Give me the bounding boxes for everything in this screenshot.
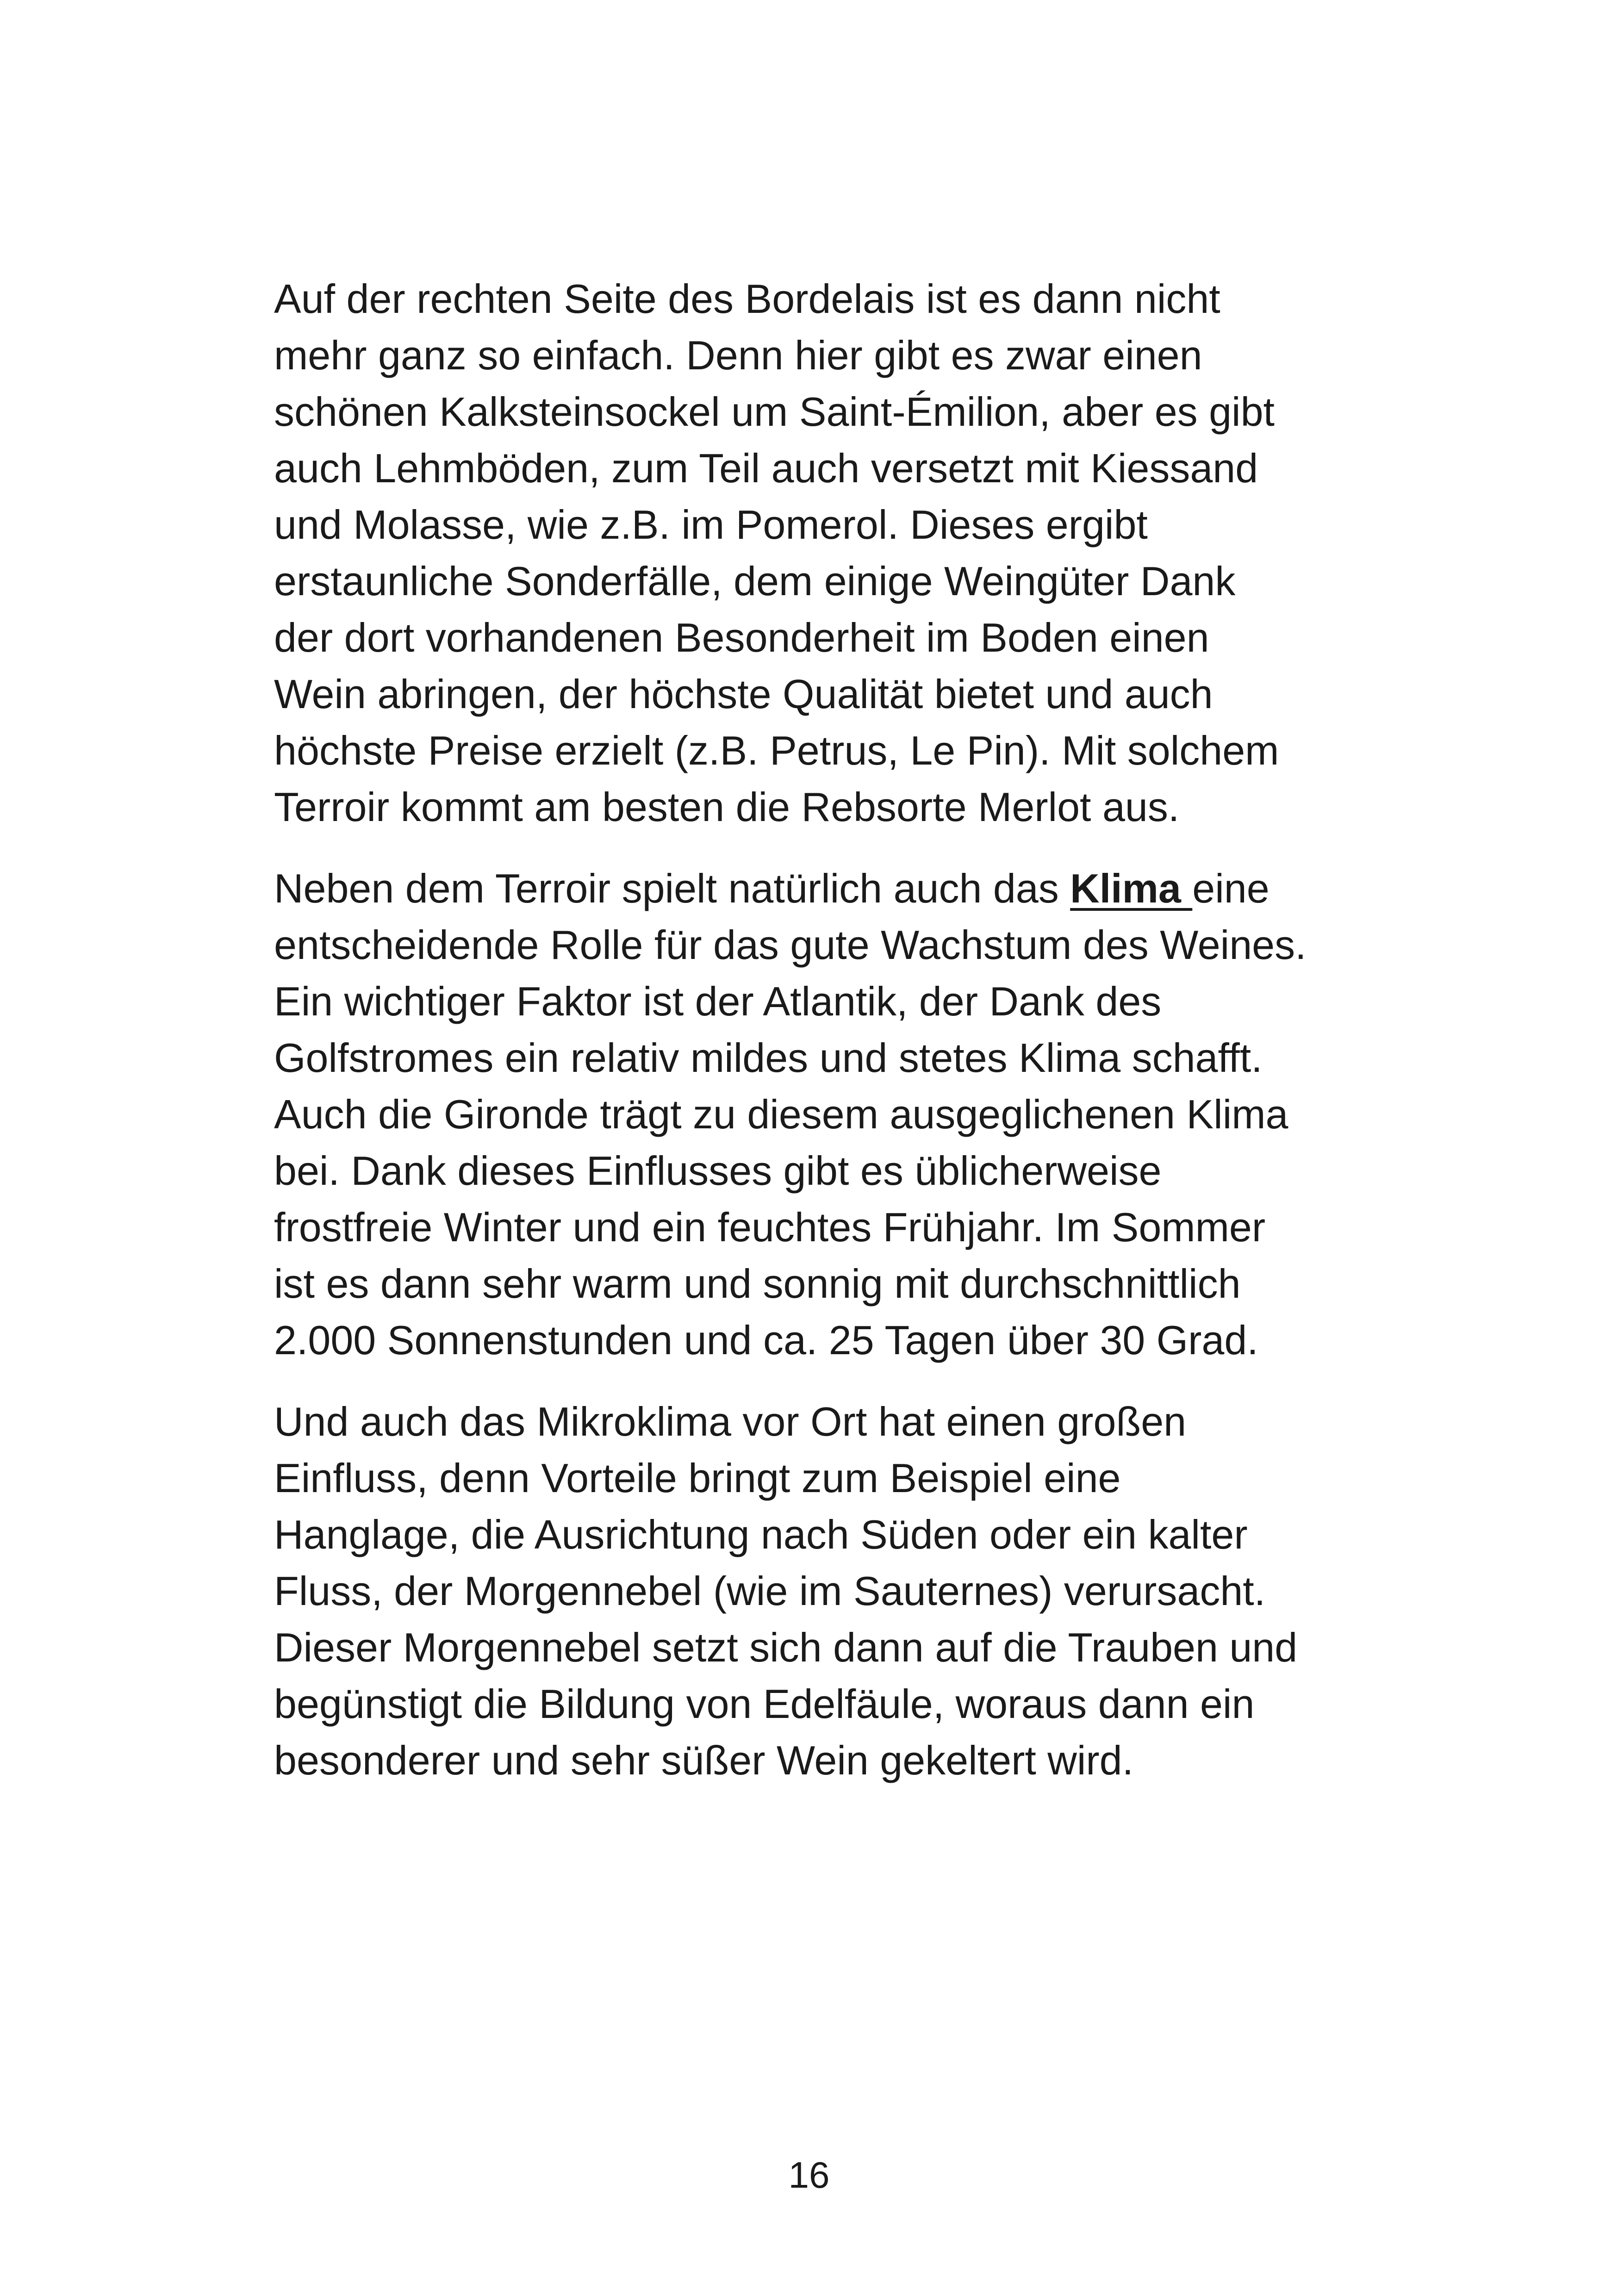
paragraph-1 [274, 271, 1399, 835]
paragraph-spacing [274, 1369, 1399, 1394]
text-line: Wein abringen, der höchste Qualität bietet und auch [274, 671, 1213, 717]
text-line: bei. Dank dieses Einflusses gibt es üblicherweise [274, 1148, 1162, 1194]
text-line: frostfreie Winter und ein feuchtes Frühjahr. Im Sommer [274, 1204, 1266, 1250]
text-line: begünstigt die Bildung von Edelfäule, woraus dann ein [274, 1681, 1255, 1727]
text-segment: eine [1192, 865, 1270, 911]
text-line: und Molasse, wie z.B. im Pomerol. Dieses ergibt [274, 502, 1148, 548]
text-line: Auch die Gironde trägt zu diesem ausgeglichenen Klima [274, 1091, 1288, 1137]
klima-link[interactable]: Klima [1070, 865, 1193, 911]
text-line: besonderer und sehr süßer Wein gekeltert wird. [274, 1737, 1134, 1783]
text-line: mehr ganz so einfach. Denn hier gibt es zwar einen [274, 332, 1202, 378]
text-body [274, 271, 1399, 1789]
text-line: der dort vorhandenen Besonderheit im Boden einen [274, 615, 1209, 660]
text-line: erstaunliche Sonderfälle, dem einige Weingüter Dank [274, 558, 1236, 604]
text-line: Fluss, der Morgennebel (wie im Sauternes) verursacht. [274, 1568, 1266, 1614]
text-line: Und auch das Mikroklima vor Ort hat einen großen [274, 1399, 1187, 1444]
text-line: Dieser Morgennebel setzt sich dann auf die Trauben und [274, 1624, 1298, 1670]
text-line: entscheidende Rolle für das gute Wachstum des Weines. [274, 922, 1307, 968]
text-line: Hanglage, die Ausrichtung nach Süden oder ein kalter [274, 1512, 1248, 1557]
text-line: Ein wichtiger Faktor ist der Atlantik, der Dank des [274, 978, 1162, 1024]
text-line: ist es dann sehr warm und sonnig mit durchschnittlich [274, 1261, 1241, 1307]
paragraph-spacing [274, 835, 1399, 860]
text-line: auch Lehmböden, zum Teil auch versetzt mit Kiessand [274, 445, 1258, 491]
text-line: 2.000 Sonnenstunden und ca. 25 Tagen über 30 Grad. [274, 1317, 1258, 1363]
text-line: höchste Preise erzielt (z.B. Petrus, Le Pin). Mit solchem [274, 728, 1279, 773]
page-number: 16 [788, 2154, 830, 2196]
text-line [274, 860, 1399, 917]
text-line: Auf der rechten Seite des Bordelais ist es dann nicht [274, 276, 1220, 322]
text-line: Terroir kommt am besten die Rebsorte Merlot aus. [274, 784, 1180, 830]
text-segment: Neben dem Terroir spielt natürlich auch das [274, 865, 1070, 911]
text-line: Golfstromes ein relativ mildes und stetes Klima schafft. [274, 1035, 1263, 1081]
paragraph-2 [274, 860, 1399, 1369]
text-line: Einfluss, denn Vorteile bringt zum Beispiel eine [274, 1455, 1121, 1501]
text-line: schönen Kalksteinsockel um Saint-Émilion, aber es gibt [274, 389, 1275, 435]
paragraph-3 [274, 1394, 1399, 1789]
